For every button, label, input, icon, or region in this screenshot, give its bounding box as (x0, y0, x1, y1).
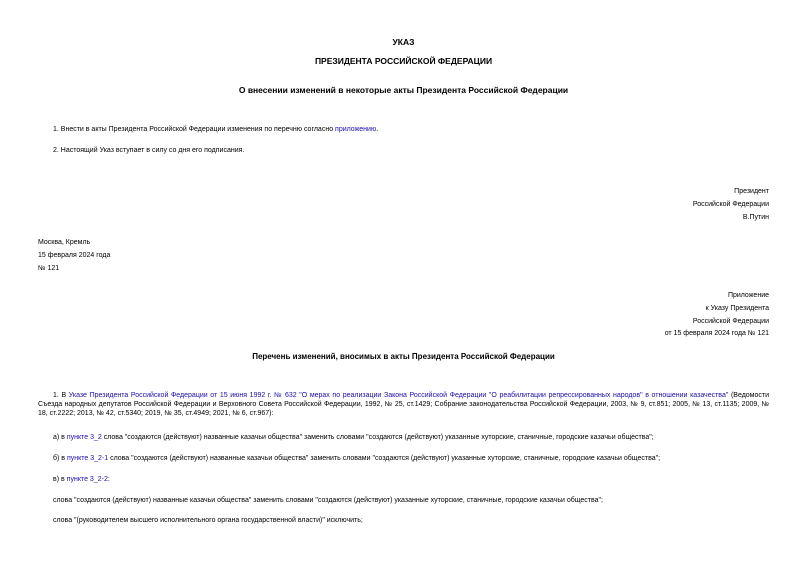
appendix-date: от 15 февраля 2024 года № 121 (664, 330, 769, 338)
sub-item-v (53, 476, 769, 485)
decree-632-link[interactable]: Указе Президента Российской Федерации от 15 июня 1992 г. № 632 "О мерах по реализации Закона Российской Федерации "О реабилитации репрессированных народов" в отношении казачества" (68, 392, 729, 399)
paragraph-1-end: . (376, 126, 379, 133)
place-date-block (38, 239, 238, 273)
sub-item-a-prefix: а) в (53, 434, 67, 441)
paragraph-1 (53, 126, 769, 135)
paragraph-1-text: 1. Внести в акты Президента Российской Федерации изменения по перечню согласно (53, 126, 336, 133)
sub-item-b-prefix: б) в (53, 455, 67, 462)
sub-item-b-text: слова "создаются (действуют) названные казачьи общества" заменить словами "создаются (действуют) указанные хуторские, станичные, городские казачьи общества"; (108, 455, 661, 462)
signature-name: В.Путин (742, 213, 769, 221)
point-3-2-1-link[interactable]: пункте 3_2-1 (66, 455, 109, 462)
signing-place: Москва, Кремль (38, 239, 91, 246)
decree-number: № 121 (38, 264, 60, 272)
sub-item-v-prefix: в) в (53, 476, 67, 483)
appendix-ref: к Указу Президента (705, 304, 769, 312)
paragraph-2: 2. Настоящий Указ вступает в силу со дня его подписания. (53, 147, 245, 154)
decree-title: УКАЗ (392, 37, 415, 47)
appendix-block (519, 292, 769, 339)
point-3-2-link[interactable]: пункте 3_2 (66, 434, 102, 441)
appendix-link[interactable]: приложению (335, 126, 377, 133)
sub-item-a-text: слова "создаются (действуют) названные казачьи общества" заменить словами "создаются (действуют) указанные хуторские, станичные, городские казачьи общества"; (101, 434, 654, 441)
appendix-label: Приложение (727, 292, 769, 299)
signature-title: Президент (734, 188, 769, 195)
sub-item-a (53, 434, 769, 443)
item-1-text: (Ведомости Съезда народных депутатов Российской Федерации и Верховного Совета Российской Федерации, 1992, № 25, ст.1429; Собрание законодательства Российской Федерации, 2003, № 9, ст.851; 2005, № 13, ст.1135; 2009, № 18, ст.2222; 2013, № 42, ст.5340; 2019, № 35, ст.4949; 2021, № 6, ст.967): (38, 392, 769, 417)
item-1 (38, 392, 769, 418)
signing-date: 15 февраля 2024 года (38, 251, 111, 259)
signature-block (569, 188, 769, 222)
decree-subject: О внесении изменений в некоторые акты Президента Российской Федерации (238, 85, 569, 95)
list-title: Перечень изменений, вносимых в акты Президента Российской Федерации (252, 352, 555, 361)
decree-issuer: ПРЕЗИДЕНТА РОССИЙСКОЙ ФЕДЕРАЦИИ (314, 56, 493, 66)
appendix-country: Российской Федерации (692, 317, 769, 325)
sub-item-v-1: слова "создаются (действуют) названные казачьи общества" заменить словами "создаются (действуют) указанные хуторские, станичные, городские казачьи общества"; (53, 497, 603, 504)
sub-item-v-2: слова "(руководителем высшего исполнительного органа государственной власти)" исключить; (53, 517, 363, 524)
signature-country: Российской Федерации (692, 200, 769, 208)
sub-item-b (53, 455, 769, 464)
point-3-2-2-link[interactable]: пункте 3_2-2 (66, 476, 108, 483)
item-1-prefix: 1. В (53, 392, 69, 399)
sub-item-v-text: : (107, 476, 110, 483)
